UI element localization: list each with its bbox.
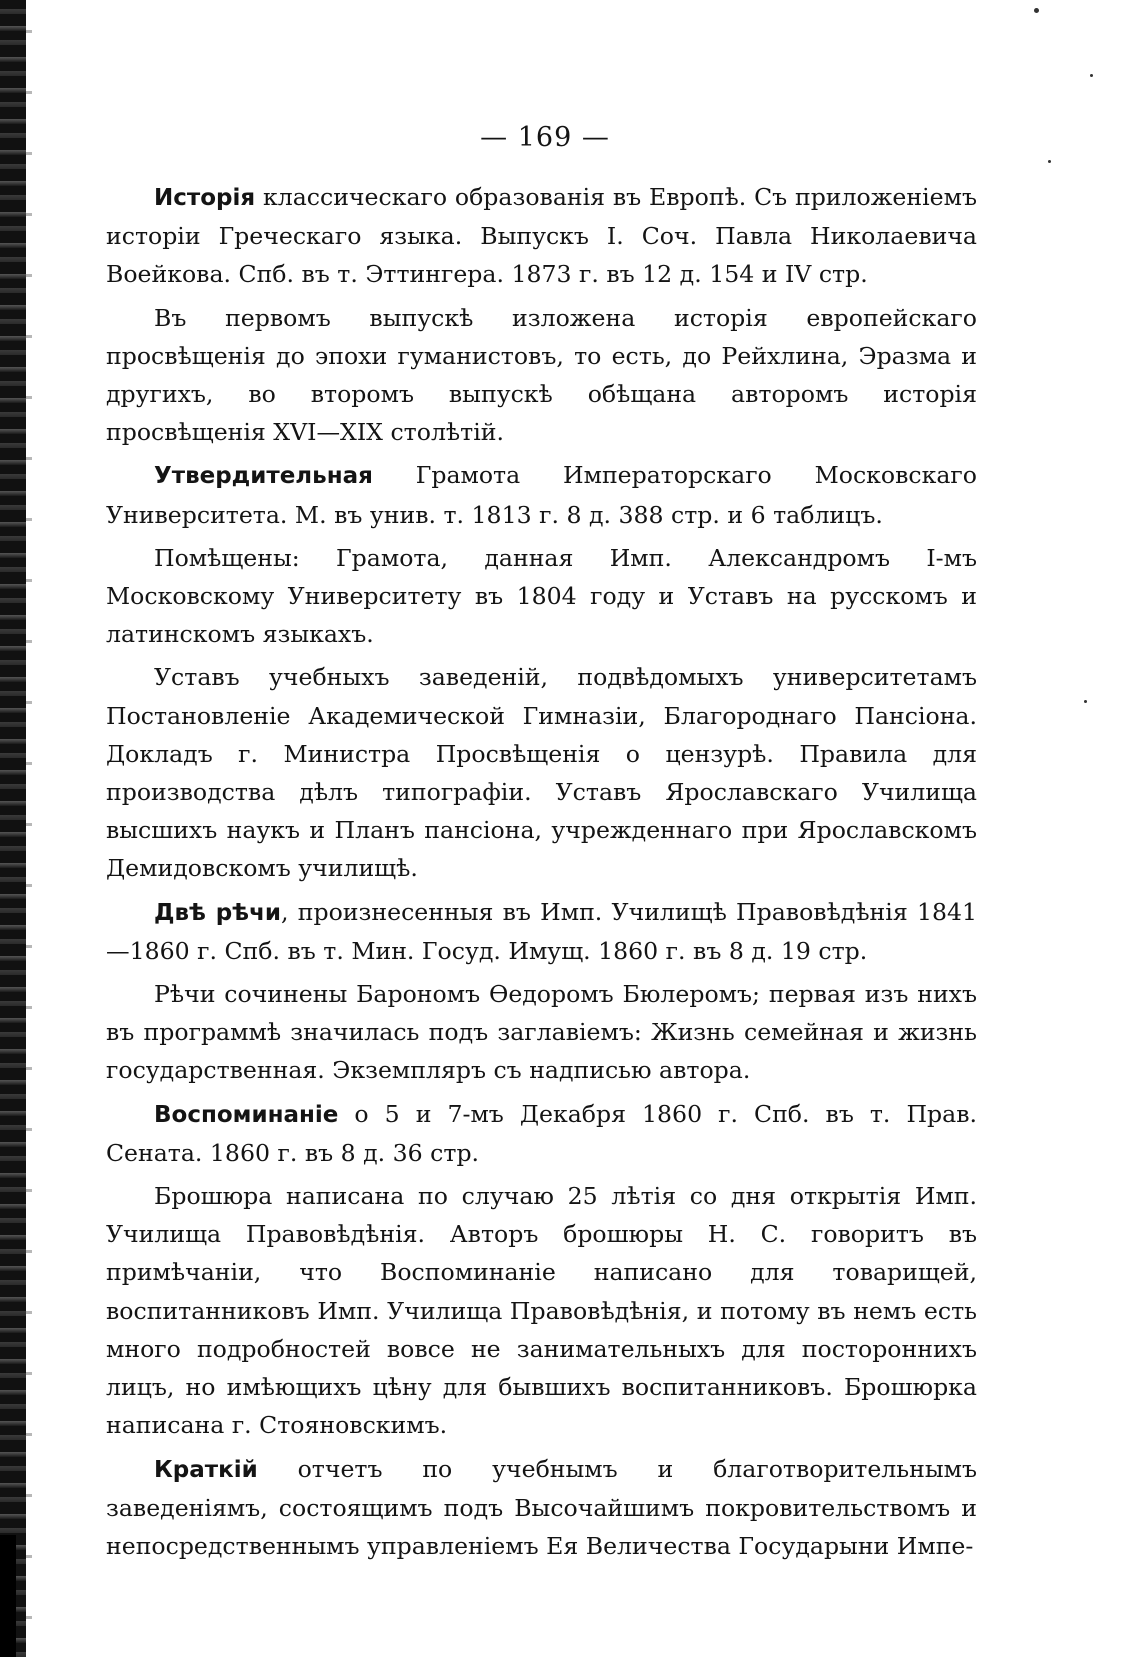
scan-speck bbox=[1084, 700, 1087, 703]
scan-speck bbox=[1090, 74, 1093, 77]
entry-description bbox=[106, 299, 977, 452]
catalog-entry bbox=[106, 1095, 977, 1172]
description-text: Въ первомъ выпускѣ изложена исторія европейскаго просвѣщенія до эпохи гуманистовъ, то есть, до Рейхлина, Эразма и другихъ, во второмъ выпускѣ обѣщана авторомъ исторія просвѣщенія XVI—XIX столѣтій. bbox=[106, 303, 977, 447]
scan-speck bbox=[1034, 8, 1039, 13]
entry-description bbox=[106, 975, 977, 1090]
description-text: Помѣщены: Грамота, данная Имп. Александромъ I-мъ Московскому Университету въ 1804 году и Уставъ на русскомъ и латинскомъ языкахъ. bbox=[106, 543, 977, 649]
scan-page-edge bbox=[0, 0, 26, 1657]
entry-text: , произнесенныя въ Имп. Училищѣ Правовѣдѣнія 1841—1860 г. Спб. въ т. Мин. Госуд. Имущ. 1860 г. въ 8 д. 19 стр. bbox=[106, 897, 977, 965]
entry-text: Грамота Императорскаго Московскаго Университета. М. въ унив. т. 1813 г. 8 д. 388 стр. и 6 таблицъ. bbox=[106, 461, 977, 529]
entry-description bbox=[106, 539, 977, 654]
scan-speck bbox=[1048, 160, 1051, 163]
catalog-entry bbox=[106, 1450, 977, 1566]
description-text: Брошюра написана по случаю 25 лѣтія со дня открытія Имп. Училища Правовѣдѣнія. Авторъ брошюры Н. С. говоритъ въ примѣчаніи, что Воспоминаніе написано для товарищей, воспитанниковъ Имп. Училища Правовѣдѣнія, и потому въ немъ есть много подробностей вовсе не занимательныхъ для постороннихъ лицъ, но имѣющихъ цѣну для бывшихъ воспитанниковъ. Брошюрка написана г. Стояновскимъ. bbox=[106, 1182, 977, 1440]
entry-headword: Краткій bbox=[154, 1456, 258, 1483]
page-body bbox=[106, 178, 977, 1570]
entry-text: о 5 и 7-мъ Декабря 1860 г. Спб. въ т. Прав. Сената. 1860 г. въ 8 д. 36 стр. bbox=[106, 1099, 977, 1167]
catalog-entry bbox=[106, 893, 977, 970]
description-text: Рѣчи сочинены Барономъ Ѳедоромъ Бюлеромъ; первая изъ нихъ въ программѣ значилась подъ заглавіемъ: Жизнь семейная и жизнь государственная. Экземпляръ съ надписью автора. bbox=[106, 980, 977, 1085]
entry-text: классическаго образованія въ Европѣ. Съ приложеніемъ исторіи Греческаго языка. Выпускъ I. Соч. Павла Николаевича Воейкова. Спб. въ т. Эттингера. 1873 г. въ 12 д. 154 и IV стр. bbox=[106, 183, 977, 289]
entry-headword: Воспоминаніе bbox=[154, 1101, 339, 1128]
scan-binding-mark bbox=[0, 1535, 16, 1657]
entry-headword: Исторія bbox=[154, 185, 256, 211]
scan-edge-shadow bbox=[26, 0, 32, 1657]
entry-headword: Утвердительная bbox=[154, 463, 373, 490]
entry-description bbox=[106, 1177, 977, 1444]
entry-headword: Двѣ рѣчи bbox=[154, 899, 282, 926]
entry-text: отчетъ по учебнымъ и благотворительнымъ заведеніямъ, состоящимъ подъ Высочайшимъ покровительствомъ и непосредственнымъ управленіемъ Ея Величества Государыни Импе- bbox=[106, 1454, 977, 1560]
entry-description bbox=[106, 658, 977, 887]
page-number: — 169 — bbox=[480, 122, 610, 153]
catalog-entry bbox=[106, 456, 977, 533]
catalog-entry bbox=[106, 178, 977, 294]
description-text: Уставъ учебныхъ заведеній, подвѣдомыхъ университетамъ Постановленіе Академической Гимназіи, Благороднаго Пансіона. Докладъ г. Министра Просвѣщенія о цензурѣ. Правила для производства дѣлъ типографіи. Уставъ Ярославскаго Училища высшихъ наукъ и Планъ пансіона, учрежденнаго при Ярославскомъ Демидовскомъ училищѣ. bbox=[106, 663, 977, 883]
